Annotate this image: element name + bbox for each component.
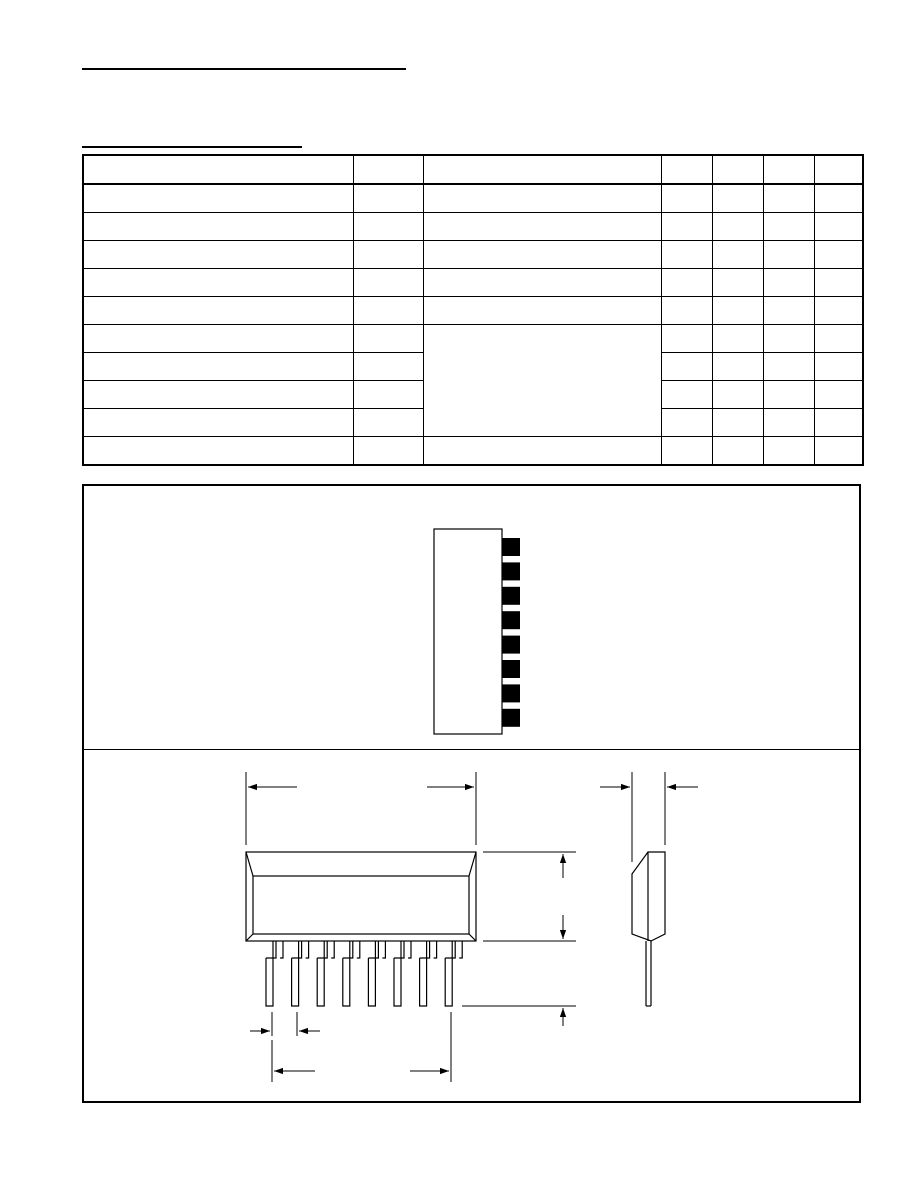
table-row	[83, 241, 863, 269]
table-cell	[661, 213, 712, 241]
table-cell	[661, 325, 712, 353]
title-underline	[82, 68, 406, 70]
header-cell	[353, 155, 423, 184]
table-row	[83, 325, 863, 353]
table-cell	[423, 213, 661, 241]
table-cell	[83, 241, 353, 269]
table-cell	[814, 184, 863, 213]
table-cell	[763, 437, 814, 466]
table-cell	[661, 437, 712, 466]
specifications-table	[82, 154, 864, 466]
table-cell	[83, 381, 353, 409]
table-cell	[814, 325, 863, 353]
table-cell	[814, 269, 863, 297]
table-cell	[353, 409, 423, 437]
table-cell	[83, 269, 353, 297]
table-cell	[353, 213, 423, 241]
table-cell	[712, 381, 763, 409]
table-cell	[353, 269, 423, 297]
table-cell	[712, 353, 763, 381]
table-cell	[712, 437, 763, 466]
header-cell	[814, 155, 863, 184]
table-cell	[661, 353, 712, 381]
section-underline	[82, 146, 302, 148]
table-cell	[423, 297, 661, 325]
table-cell	[353, 353, 423, 381]
table-cell	[423, 269, 661, 297]
table-cell	[712, 409, 763, 437]
table-cell	[814, 381, 863, 409]
table-cell	[423, 437, 661, 466]
table-cell	[353, 297, 423, 325]
table-cell	[83, 409, 353, 437]
table-cell	[83, 213, 353, 241]
table-cell	[814, 409, 863, 437]
table-cell	[763, 381, 814, 409]
table-cell	[763, 409, 814, 437]
table-cell	[661, 297, 712, 325]
table-cell	[423, 184, 661, 213]
table-cell	[661, 269, 712, 297]
table-cell	[83, 353, 353, 381]
table-cell	[353, 241, 423, 269]
table-cell	[83, 325, 353, 353]
table-cell	[83, 437, 353, 466]
table-cell	[712, 269, 763, 297]
table-cell	[814, 241, 863, 269]
table-cell	[83, 297, 353, 325]
table-cell	[763, 184, 814, 213]
table-row	[83, 297, 863, 325]
header-cell	[712, 155, 763, 184]
table-cell	[353, 325, 423, 353]
table-cell	[712, 325, 763, 353]
table-cell	[763, 353, 814, 381]
table-cell	[814, 213, 863, 241]
table-cell	[353, 437, 423, 466]
header-cell	[661, 155, 712, 184]
table-cell	[763, 213, 814, 241]
merged-condition-cell	[423, 325, 661, 437]
header-cell	[763, 155, 814, 184]
table-cell	[712, 184, 763, 213]
table-cell	[661, 184, 712, 213]
header-cell	[423, 155, 661, 184]
table-header-row	[83, 155, 863, 184]
header-cell	[83, 155, 353, 184]
table-cell	[423, 241, 661, 269]
table-cell	[763, 297, 814, 325]
table-cell	[661, 241, 712, 269]
table-row	[83, 184, 863, 213]
table-cell	[814, 353, 863, 381]
pin-diagram-frame	[82, 484, 861, 750]
table-cell	[712, 241, 763, 269]
table-cell	[661, 381, 712, 409]
table-cell	[712, 297, 763, 325]
table-cell	[763, 241, 814, 269]
table-row	[83, 269, 863, 297]
table-cell	[763, 269, 814, 297]
outline-drawing-frame	[82, 749, 861, 1103]
table-cell	[83, 184, 353, 213]
table-cell	[353, 381, 423, 409]
table-row	[83, 213, 863, 241]
table-cell	[661, 409, 712, 437]
table-cell	[712, 213, 763, 241]
table-row	[83, 437, 863, 466]
table-cell	[814, 437, 863, 466]
table-cell	[763, 325, 814, 353]
table-cell	[814, 297, 863, 325]
table-cell	[353, 184, 423, 213]
